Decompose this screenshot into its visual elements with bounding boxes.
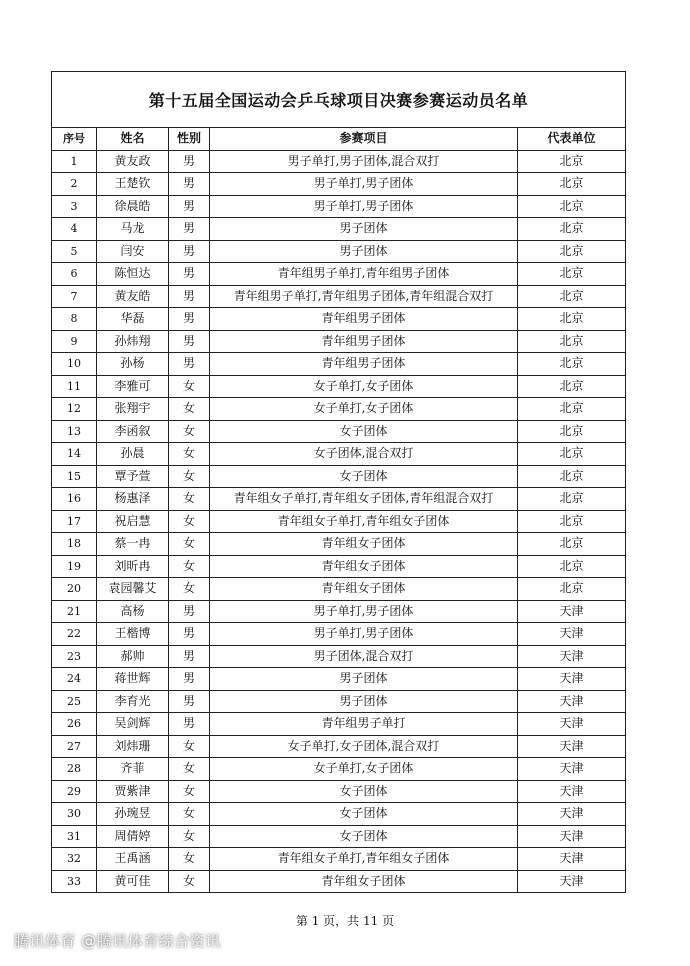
table-row	[52, 780, 625, 803]
cell-name: 徐晨皓	[97, 195, 169, 218]
cell-event: 女子团体	[210, 825, 518, 848]
cell-name: 王楷博	[97, 623, 169, 646]
table-row	[52, 240, 625, 263]
table-row	[52, 263, 625, 286]
cell-sex: 男	[169, 353, 210, 376]
cell-unit: 北京	[518, 578, 626, 601]
cell-sex: 男	[169, 330, 210, 353]
cell-no: 6	[52, 263, 97, 286]
cell-event: 青年组男子团体	[210, 330, 518, 353]
table-row	[52, 150, 625, 173]
cell-name: 刘炜珊	[97, 735, 169, 758]
cell-unit: 天津	[518, 668, 626, 691]
cell-unit: 北京	[518, 150, 626, 173]
table-row	[52, 353, 625, 376]
cell-unit: 北京	[518, 375, 626, 398]
table-row	[52, 398, 625, 421]
cell-unit: 北京	[518, 263, 626, 286]
cell-no: 17	[52, 510, 97, 533]
cell-unit: 北京	[518, 533, 626, 556]
cell-unit: 北京	[518, 353, 626, 376]
cell-unit: 天津	[518, 825, 626, 848]
cell-sex: 女	[169, 488, 210, 511]
table-row	[52, 713, 625, 736]
cell-unit: 北京	[518, 398, 626, 421]
cell-unit: 天津	[518, 870, 626, 892]
cell-sex: 女	[169, 780, 210, 803]
cell-name: 黄可佳	[97, 870, 169, 892]
cell-name: 马龙	[97, 218, 169, 241]
cell-event: 青年组女子团体	[210, 533, 518, 556]
cell-event: 男子团体	[210, 668, 518, 691]
cell-event: 女子团体	[210, 420, 518, 443]
cell-event: 女子单打,女子团体	[210, 375, 518, 398]
table-row	[52, 758, 625, 781]
table-row	[52, 420, 625, 443]
cell-no: 31	[52, 825, 97, 848]
header-unit: 代表单位	[518, 128, 626, 150]
table-row	[52, 375, 625, 398]
cell-name: 黄友皓	[97, 285, 169, 308]
cell-name: 齐菲	[97, 758, 169, 781]
cell-name: 刘昕冉	[97, 555, 169, 578]
cell-unit: 北京	[518, 218, 626, 241]
cell-unit: 北京	[518, 510, 626, 533]
cell-event: 女子单打,女子团体	[210, 758, 518, 781]
cell-no: 33	[52, 870, 97, 892]
cell-event: 女子团体	[210, 465, 518, 488]
cell-no: 25	[52, 690, 97, 713]
header-event: 参赛项目	[210, 128, 518, 150]
cell-name: 华磊	[97, 308, 169, 331]
document-title: 第十五届全国运动会乒乓球项目决赛参赛运动员名单	[52, 72, 625, 128]
cell-event: 男子单打,男子团体	[210, 623, 518, 646]
table-row	[52, 218, 625, 241]
cell-no: 5	[52, 240, 97, 263]
cell-sex: 男	[169, 668, 210, 691]
roster-table	[52, 128, 625, 892]
cell-event: 男子团体	[210, 218, 518, 241]
cell-event: 男子单打,男子团体	[210, 600, 518, 623]
cell-unit: 北京	[518, 330, 626, 353]
table-row	[52, 668, 625, 691]
cell-name: 孙杨	[97, 353, 169, 376]
cell-event: 青年组女子团体	[210, 870, 518, 892]
table-header-row	[52, 128, 625, 150]
cell-no: 3	[52, 195, 97, 218]
cell-no: 8	[52, 308, 97, 331]
table-row	[52, 443, 625, 466]
cell-unit: 北京	[518, 488, 626, 511]
table-row	[52, 285, 625, 308]
cell-sex: 女	[169, 375, 210, 398]
table-row	[52, 825, 625, 848]
table-row	[52, 510, 625, 533]
cell-name: 周倩婷	[97, 825, 169, 848]
cell-event: 男子单打,男子团体	[210, 173, 518, 196]
cell-name: 李雅可	[97, 375, 169, 398]
cell-no: 26	[52, 713, 97, 736]
page-footer: 第 1 页，共 11 页	[295, 914, 395, 928]
cell-no: 27	[52, 735, 97, 758]
cell-name: 孙琬昱	[97, 803, 169, 826]
cell-no: 30	[52, 803, 97, 826]
cell-sex: 男	[169, 623, 210, 646]
cell-event: 女子单打,女子团体,混合双打	[210, 735, 518, 758]
cell-name: 李函叙	[97, 420, 169, 443]
cell-no: 7	[52, 285, 97, 308]
cell-sex: 男	[169, 195, 210, 218]
cell-name: 高杨	[97, 600, 169, 623]
table-row	[52, 578, 625, 601]
header-no: 序号	[52, 128, 97, 150]
cell-unit: 北京	[518, 308, 626, 331]
table-row	[52, 645, 625, 668]
cell-name: 陈恒达	[97, 263, 169, 286]
header-sex: 性别	[169, 128, 210, 150]
cell-event: 男子单打,男子团体,混合双打	[210, 150, 518, 173]
cell-event: 青年组男子团体	[210, 353, 518, 376]
table-row	[52, 623, 625, 646]
cell-name: 袁园馨艾	[97, 578, 169, 601]
cell-event: 青年组男子团体	[210, 308, 518, 331]
cell-unit: 天津	[518, 758, 626, 781]
cell-name: 李育光	[97, 690, 169, 713]
table-row	[52, 195, 625, 218]
cell-event: 青年组女子团体	[210, 578, 518, 601]
cell-sex: 女	[169, 465, 210, 488]
cell-no: 18	[52, 533, 97, 556]
cell-name: 祝启慧	[97, 510, 169, 533]
cell-name: 王楚钦	[97, 173, 169, 196]
cell-event: 青年组女子单打,青年组女子团体	[210, 848, 518, 871]
cell-sex: 男	[169, 645, 210, 668]
cell-unit: 天津	[518, 735, 626, 758]
cell-no: 9	[52, 330, 97, 353]
cell-name: 覃予萱	[97, 465, 169, 488]
cell-event: 青年组男子单打,青年组男子团体,青年组混合双打	[210, 285, 518, 308]
cell-no: 28	[52, 758, 97, 781]
table-row	[52, 308, 625, 331]
cell-no: 13	[52, 420, 97, 443]
cell-no: 16	[52, 488, 97, 511]
cell-no: 21	[52, 600, 97, 623]
cell-unit: 北京	[518, 240, 626, 263]
cell-sex: 女	[169, 555, 210, 578]
cell-unit: 北京	[518, 420, 626, 443]
cell-unit: 北京	[518, 195, 626, 218]
cell-sex: 女	[169, 825, 210, 848]
cell-event: 女子单打,女子团体	[210, 398, 518, 421]
cell-no: 12	[52, 398, 97, 421]
cell-unit: 天津	[518, 803, 626, 826]
cell-no: 29	[52, 780, 97, 803]
table-row	[52, 848, 625, 871]
cell-no: 4	[52, 218, 97, 241]
table-row	[52, 555, 625, 578]
cell-name: 蒋世辉	[97, 668, 169, 691]
cell-event: 青年组男子单打	[210, 713, 518, 736]
cell-no: 1	[52, 150, 97, 173]
cell-event: 青年组女子团体	[210, 555, 518, 578]
cell-sex: 男	[169, 150, 210, 173]
table-row	[52, 870, 625, 892]
cell-unit: 天津	[518, 623, 626, 646]
cell-unit: 天津	[518, 848, 626, 871]
cell-sex: 男	[169, 713, 210, 736]
cell-sex: 女	[169, 803, 210, 826]
cell-sex: 男	[169, 240, 210, 263]
cell-event: 女子团体	[210, 780, 518, 803]
cell-unit: 天津	[518, 645, 626, 668]
table-row	[52, 803, 625, 826]
cell-event: 男子团体	[210, 240, 518, 263]
cell-sex: 女	[169, 758, 210, 781]
table-row	[52, 533, 625, 556]
cell-sex: 男	[169, 600, 210, 623]
cell-no: 10	[52, 353, 97, 376]
cell-no: 20	[52, 578, 97, 601]
cell-event: 男子单打,男子团体	[210, 195, 518, 218]
cell-sex: 女	[169, 735, 210, 758]
cell-unit: 北京	[518, 443, 626, 466]
cell-name: 吴剑辉	[97, 713, 169, 736]
roster-sheet	[51, 71, 626, 893]
cell-sex: 女	[169, 420, 210, 443]
cell-event: 男子团体	[210, 690, 518, 713]
cell-sex: 男	[169, 263, 210, 286]
header-name: 姓名	[97, 128, 169, 150]
cell-event: 青年组女子单打,青年组女子团体	[210, 510, 518, 533]
cell-no: 24	[52, 668, 97, 691]
cell-no: 15	[52, 465, 97, 488]
cell-unit: 天津	[518, 713, 626, 736]
cell-sex: 女	[169, 870, 210, 892]
cell-unit: 天津	[518, 600, 626, 623]
cell-name: 蔡一冉	[97, 533, 169, 556]
cell-sex: 女	[169, 398, 210, 421]
cell-no: 22	[52, 623, 97, 646]
cell-no: 11	[52, 375, 97, 398]
cell-unit: 北京	[518, 465, 626, 488]
cell-name: 郝帅	[97, 645, 169, 668]
cell-event: 青年组女子单打,青年组女子团体,青年组混合双打	[210, 488, 518, 511]
table-row	[52, 465, 625, 488]
cell-unit: 北京	[518, 555, 626, 578]
cell-name: 闫安	[97, 240, 169, 263]
cell-sex: 女	[169, 848, 210, 871]
cell-event: 青年组男子单打,青年组男子团体	[210, 263, 518, 286]
cell-name: 孙炜翔	[97, 330, 169, 353]
cell-event: 男子团体,混合双打	[210, 645, 518, 668]
cell-sex: 男	[169, 173, 210, 196]
table-row	[52, 735, 625, 758]
cell-no: 14	[52, 443, 97, 466]
cell-name: 张翔宇	[97, 398, 169, 421]
cell-sex: 女	[169, 510, 210, 533]
cell-unit: 北京	[518, 173, 626, 196]
cell-unit: 天津	[518, 780, 626, 803]
table-row	[52, 488, 625, 511]
cell-sex: 女	[169, 533, 210, 556]
cell-name: 孙晨	[97, 443, 169, 466]
cell-sex: 男	[169, 285, 210, 308]
table-row	[52, 330, 625, 353]
cell-name: 王禹涵	[97, 848, 169, 871]
cell-no: 19	[52, 555, 97, 578]
cell-event: 女子团体,混合双打	[210, 443, 518, 466]
cell-event: 女子团体	[210, 803, 518, 826]
cell-name: 黄友政	[97, 150, 169, 173]
cell-sex: 女	[169, 578, 210, 601]
table-row	[52, 690, 625, 713]
cell-name: 杨惠泽	[97, 488, 169, 511]
cell-no: 32	[52, 848, 97, 871]
cell-unit: 北京	[518, 285, 626, 308]
table-row	[52, 173, 625, 196]
cell-unit: 天津	[518, 690, 626, 713]
cell-no: 2	[52, 173, 97, 196]
cell-name: 贾紫津	[97, 780, 169, 803]
cell-no: 23	[52, 645, 97, 668]
table-body	[52, 150, 625, 892]
table-row	[52, 600, 625, 623]
cell-sex: 女	[169, 443, 210, 466]
cell-sex: 男	[169, 308, 210, 331]
cell-sex: 男	[169, 218, 210, 241]
cell-sex: 男	[169, 690, 210, 713]
watermark-text: 腾讯体育 @腾讯体育综合资讯	[14, 932, 221, 950]
